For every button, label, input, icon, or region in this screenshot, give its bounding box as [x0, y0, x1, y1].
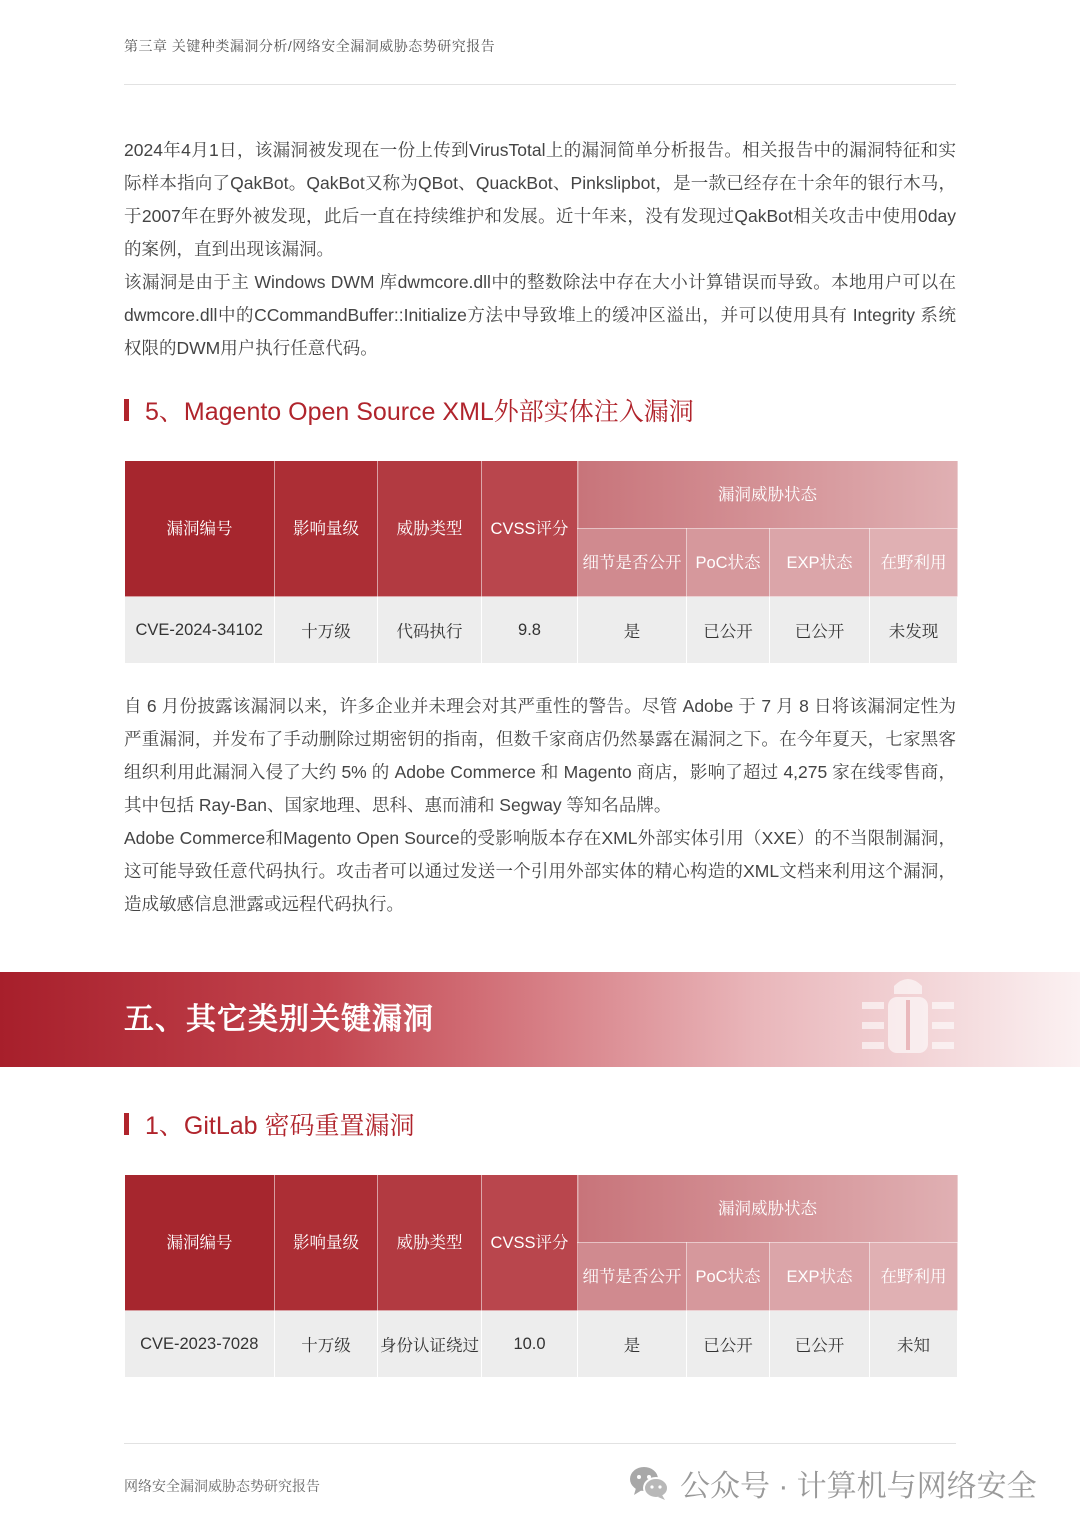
th-cvss: CVSS评分 [482, 1175, 578, 1311]
cell-details-public: 是 [578, 1311, 687, 1378]
th-status-group: 漏洞威胁状态 [578, 461, 958, 529]
th-in-the-wild: 在野利用 [870, 529, 958, 597]
th-exp-status: EXP状态 [770, 1243, 870, 1311]
vuln-table-magento [124, 460, 958, 663]
cell-in-the-wild: 未发现 [870, 597, 958, 664]
cell-exp-status: 已公开 [770, 597, 870, 664]
intro-paragraph-1: 2024年4月1日，该漏洞被发现在一份上传到VirusTotal上的漏洞简单分析报告。相关报告中的漏洞特征和实际样本指向了QakBot。QakBot又称为QBot、QuackBot、Pinkslipbot，是一款已经存在十余年的银行木马，于2007年在野外被发现，此后一直在持续维护和发展。近十年来，没有发现过QakBot相关攻击中使用0day的案例，直到出现该漏洞。 [124, 140, 956, 259]
th-status-group: 漏洞威胁状态 [578, 1175, 958, 1243]
heading-bar [124, 399, 129, 421]
cell-poc-status: 已公开 [687, 597, 770, 664]
th-vuln-id: 漏洞编号 [125, 461, 275, 597]
cell-exp-status: 已公开 [770, 1311, 870, 1378]
footer-divider [124, 1443, 956, 1444]
section-1-heading-text: 1、GitLab 密码重置漏洞 [145, 1112, 415, 1140]
th-poc-status: PoC状态 [687, 1243, 770, 1311]
th-threat-type: 威胁类型 [378, 461, 482, 597]
section-5-heading [124, 392, 694, 428]
chapter-banner [0, 972, 1080, 1067]
watermark [628, 1458, 1037, 1508]
header-divider [124, 84, 956, 85]
bug-icon [858, 972, 958, 1067]
section-5-text [124, 690, 956, 921]
section-1-heading [124, 1106, 415, 1142]
running-header: 第三章 关键种类漏洞分析/网络安全漏洞威胁态势研究报告 [124, 38, 496, 54]
vuln-table-gitlab [124, 1174, 958, 1377]
cell-details-public: 是 [578, 597, 687, 664]
th-details-public: 细节是否公开 [578, 529, 687, 597]
th-exp-status: EXP状态 [770, 529, 870, 597]
intro-text [124, 134, 956, 365]
th-vuln-id: 漏洞编号 [125, 1175, 275, 1311]
th-in-the-wild: 在野利用 [870, 1243, 958, 1311]
cell-cvss: 9.8 [482, 597, 578, 664]
cell-impact: 十万级 [275, 1311, 378, 1378]
th-impact: 影响量级 [275, 1175, 378, 1311]
section-5-heading-text: 5、Magento Open Source XML外部实体注入漏洞 [145, 398, 694, 426]
th-poc-status: PoC状态 [687, 529, 770, 597]
cell-impact: 十万级 [275, 597, 378, 664]
cell-vuln-id: CVE-2023-7028 [125, 1311, 275, 1378]
cell-threat-type: 身份认证绕过 [378, 1311, 482, 1378]
table-row [125, 597, 958, 664]
footer-report-title: 网络安全漏洞威胁态势研究报告 [124, 1478, 320, 1494]
watermark-text: 公众号 · 计算机与网络安全 [680, 1470, 1037, 1503]
section-5-paragraph-2: Adobe Commerce和Magento Open Source的受影响版本存在XML外部实体引用（XXE）的不当限制漏洞，这可能导致任意代码执行。攻击者可以通过发送一个引用外部实体的精心构造的XML文档来利用这个漏洞，造成敏感信息泄露或远程代码执行。 [124, 828, 956, 914]
heading-bar [124, 1113, 129, 1135]
th-impact: 影响量级 [275, 461, 378, 597]
section-5-paragraph-1: 自 6 月份披露该漏洞以来，许多企业并未理会对其严重性的警告。尽管 Adobe 于 7 月 8 日将该漏洞定性为严重漏洞，并发布了手动删除过期密钥的指南，但数千家商店仍然暴露在漏洞之下。在今年夏天，七家黑客组织利用此漏洞入侵了大约 5% 的 Adobe Commerce 和 Magento 商店，影响了超过 4,275 家在线零售商，其中包括 Ray-Ban、国家地理、思科、惠而浦和 Segway 等知名品牌。 [124, 696, 956, 815]
cell-cvss: 10.0 [482, 1311, 578, 1378]
cell-threat-type: 代码执行 [378, 597, 482, 664]
th-cvss: CVSS评分 [482, 461, 578, 597]
th-threat-type: 威胁类型 [378, 1175, 482, 1311]
intro-paragraph-2: 该漏洞是由于主 Windows DWM 库dwmcore.dll中的整数除法中存在大小计算错误而导致。本地用户可以在dwmcore.dll中的CCommandBuffer::Initialize方法中导致堆上的缓冲区溢出，并可以使用具有 Integrity 系统权限的DWM用户执行任意代码。 [124, 272, 956, 358]
cell-vuln-id: CVE-2024-34102 [125, 597, 275, 664]
th-details-public: 细节是否公开 [578, 1243, 687, 1311]
wechat-icon [628, 1464, 670, 1502]
cell-poc-status: 已公开 [687, 1311, 770, 1378]
cell-in-the-wild: 未知 [870, 1311, 958, 1378]
table-row [125, 1311, 958, 1378]
chapter-title: 五、其它类别关键漏洞 [124, 1003, 434, 1036]
